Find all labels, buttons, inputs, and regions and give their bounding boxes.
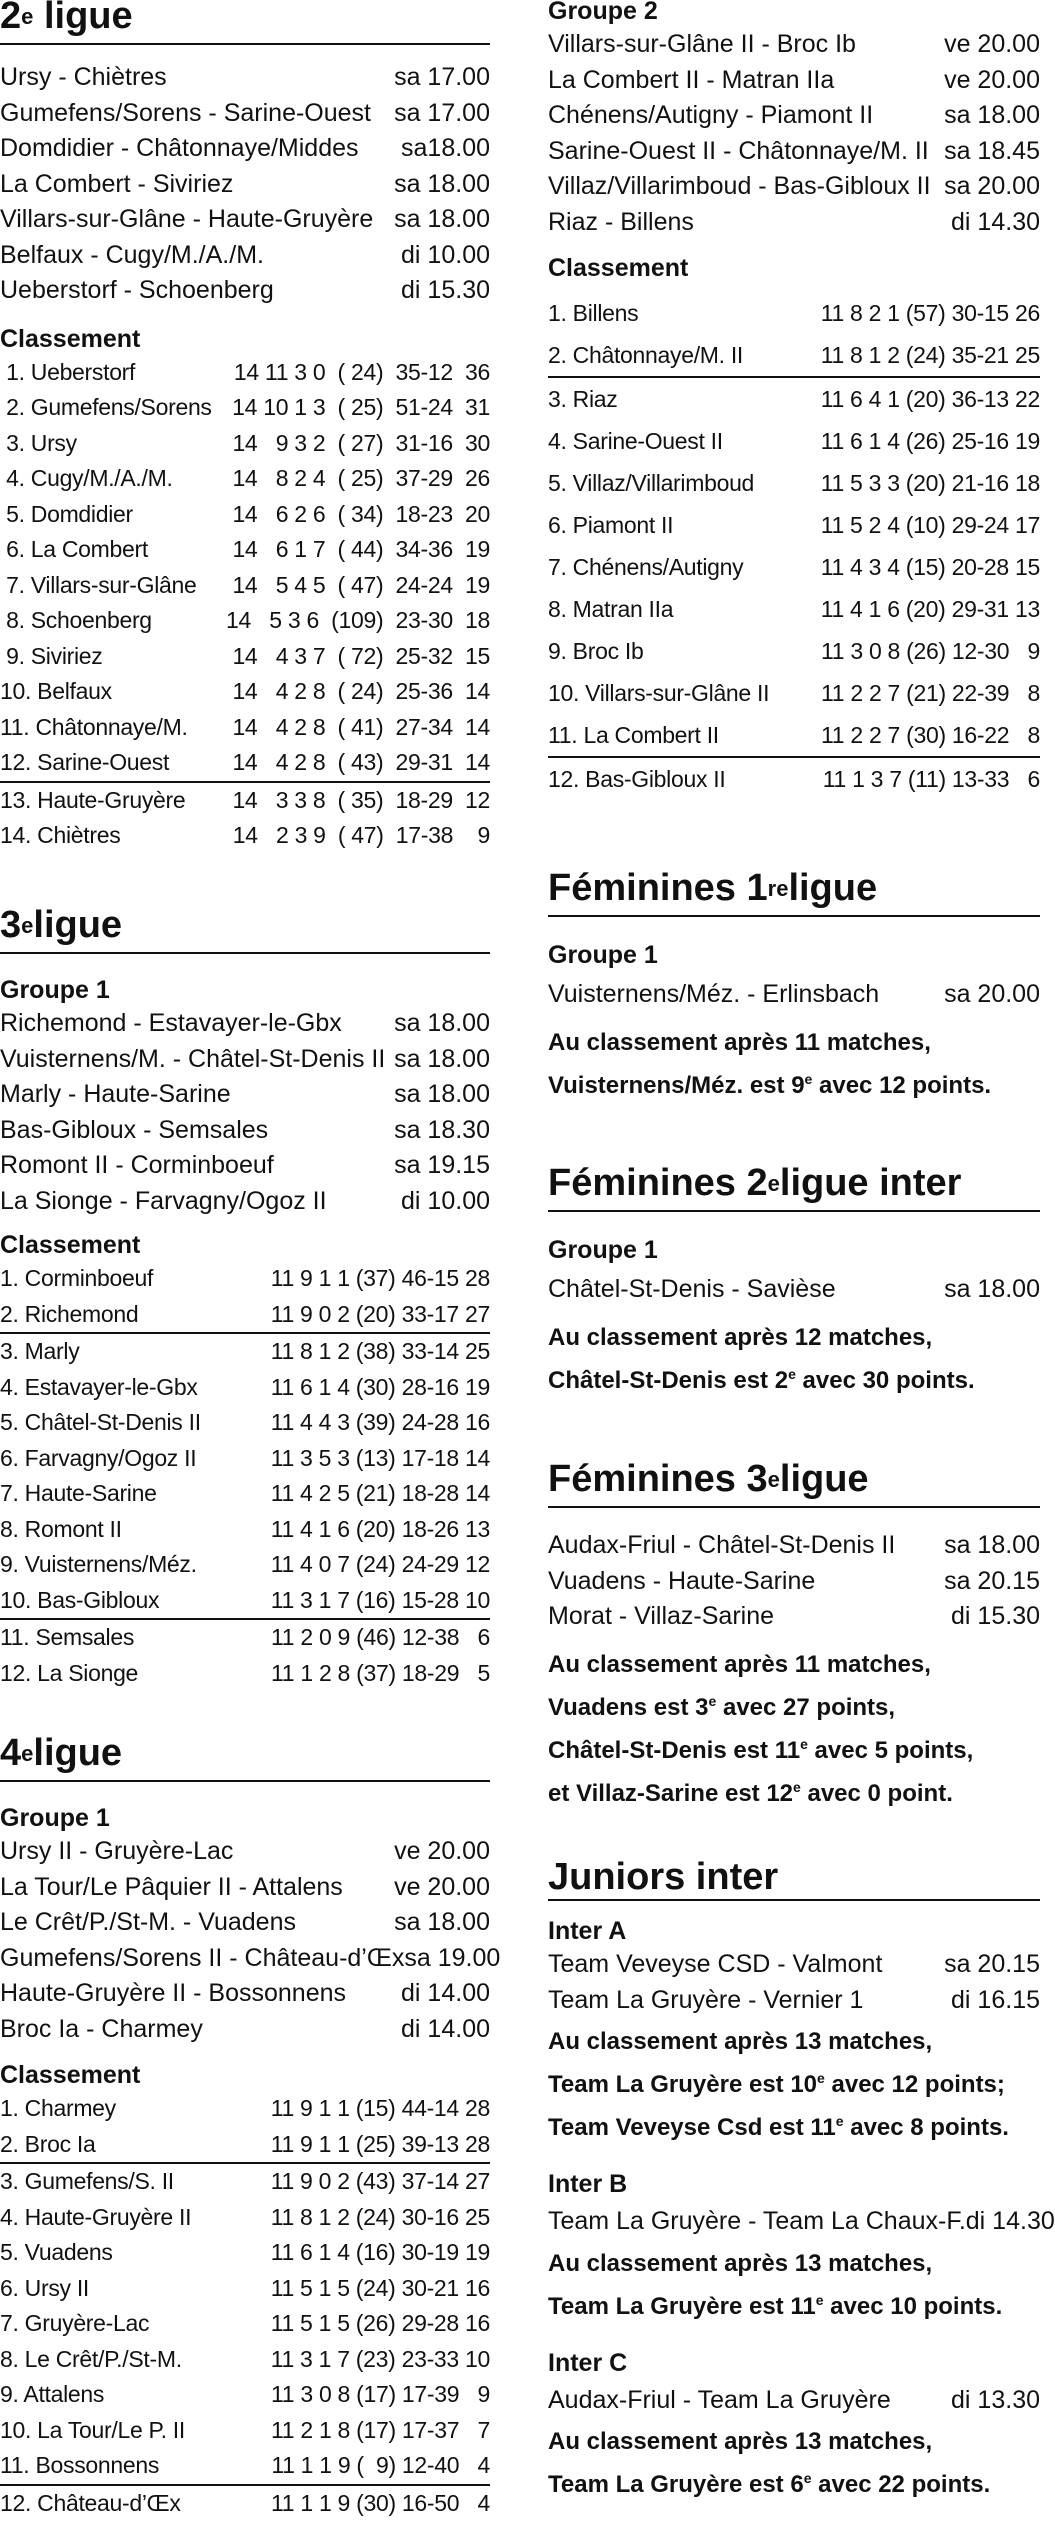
standings-row: 11. Bossonnens 11 1 1 9 ( 9) 12-40 4 [0, 2448, 490, 2486]
standings-row: 1. Charmey 11 9 1 1 (15) 44-14 28 [0, 2095, 490, 2121]
standings-row: 5. Domdidier 14 6 2 6 ( 34) 18-23 20 [0, 500, 490, 527]
standings-table [0, 2091, 490, 2521]
standings-row: 4. Sarine-Ouest II 11 6 1 4 (26) 25-16 19 [548, 428, 1040, 454]
standings-row: 12. Château-d’Œx 11 1 1 9 (30) 16-50 4 [0, 2489, 490, 2516]
standings-row: 2. Châtonnaye/M. II 11 8 1 2 (24) 35-21 25 [548, 334, 1040, 378]
standings-row: 7. Villars-sur-Glâne 14 5 4 5 ( 47) 24-24 19 [0, 571, 490, 598]
standings-row: 1. Ueberstorf 14 11 3 0 ( 24) 35-12 36 [0, 358, 490, 385]
section-feminines-3e-ligue [548, 1459, 1040, 1812]
standings-row: 3. Gumefens/S. II 11 9 0 2 (43) 37-14 27 [0, 2168, 490, 2194]
match-row: La Sionge - Farvagny/Ogoz II di 10.00 [0, 1186, 490, 1215]
section-title: Féminines 2eligue inter [548, 1163, 1040, 1212]
match-row: Belfaux - Cugy/M./A./M. di 10.00 [0, 240, 490, 269]
classement-label: Classement [0, 2061, 141, 2089]
standings-row: 9. Vuisternens/Méz. 11 4 0 7 (24) 24-29 12 [0, 1551, 490, 1577]
section-title: 2e ligue [0, 0, 490, 45]
standings-row: 8. Schoenberg 14 5 3 6 (109) 23-30 18 [0, 607, 490, 633]
classement-label: Classement [0, 1231, 141, 1259]
standings-row: 8. Matran IIa 11 4 1 6 (20) 29-31 13 [548, 596, 1040, 622]
ranking-note: Au classement après 13 matches, Team La Gruyère est 10e avec 12 points; Team Veveyse Csd est 11e avec 8 points. [548, 2028, 1009, 2141]
standings-row: 7. Chénens/Autigny 11 4 3 4 (15) 20-28 15 [548, 554, 1040, 580]
ranking-note: Au classement après 11 matches, Vuadens est 3e avec 27 points, Châtel-St-Denis est 11e avec 5 points, et Villaz-Sarine est 12e avec 0 point. [548, 1650, 974, 1807]
standings-row: 10. La Tour/Le P. II 11 2 1 8 (17) 17-37 7 [0, 2416, 490, 2443]
section-feminines-1re-ligue [548, 868, 1040, 1104]
standings-row: 9. Siviriez 14 4 3 7 ( 72) 25-32 15 [0, 642, 490, 669]
standings-row: 2. Broc Ia 11 9 1 1 (25) 39-13 28 [0, 2127, 490, 2165]
match-list [0, 60, 490, 309]
section-3e-ligue [0, 905, 490, 1691]
groupe-label: Groupe 1 [0, 1804, 110, 1832]
section-title: 3eligue [0, 905, 490, 954]
match-row: Audax-Friul - Team La Gruyère di 13.30 [548, 2385, 1040, 2414]
standings-row: 3. Ursy 14 9 3 2 ( 27) 31-16 30 [0, 429, 490, 456]
ranking-note: Au classement après 13 matches, Team La Gruyère est 6e avec 22 points. [548, 2428, 991, 2498]
match-row: Chénens/Autigny - Piamont II sa 18.00 [548, 101, 1040, 129]
match-row: Domdidier - Châtonnaye/Middes sa18.00 [0, 134, 490, 162]
match-row: Ursy - Chiètres sa 17.00 [0, 63, 490, 91]
match-row: Audax-Friul - Châtel-St-Denis II sa 18.00 [548, 1531, 1040, 1559]
match-row: Vuisternens/Méz. - Erlinsbach sa 20.00 [548, 980, 1040, 1008]
standings-row: 14. Chiètres 14 2 3 9 ( 47) 17-38 9 [0, 822, 490, 848]
standings-row: 1. Corminboeuf 11 9 1 1 (37) 46-15 28 [0, 1265, 490, 1291]
match-list [548, 27, 1040, 240]
match-row: Villars-sur-Glâne II - Broc Ib ve 20.00 [548, 30, 1040, 58]
match-row: Vuadens - Haute-Sarine sa 20.15 [548, 1566, 1040, 1595]
inter-b-label: Inter B [548, 2170, 628, 2198]
match-row: Vuisternens/M. - Châtel-St-Denis II sa 18.00 [0, 1044, 490, 1073]
standings-table [548, 292, 1040, 800]
standings-row: 10. Belfaux 14 4 2 8 ( 24) 25-36 14 [0, 678, 490, 704]
match-list [0, 1834, 501, 2047]
section-4e-ligue [0, 1732, 501, 2521]
match-row: Morat - Villaz-Sarine di 15.30 [548, 1602, 1040, 1630]
match-row: Villaz/Villarimboud - Bas-Gibloux II sa 20.00 [548, 172, 1040, 200]
section-groupe-2 [548, 0, 1040, 800]
standings-row: 10. Bas-Gibloux 11 3 1 7 (16) 15-28 10 [0, 1583, 490, 1621]
classement-label: Classement [548, 254, 689, 282]
classement-label: Classement [0, 324, 141, 353]
standings-row: 3. Riaz 11 6 4 1 (20) 36-13 22 [548, 386, 1040, 412]
match-row: Le Crêt/P./St-M. - Vuadens sa 18.00 [0, 1908, 490, 1936]
match-row: Gumefens/Sorens II - Château-d’Œx sa 19.00 [0, 1943, 501, 1972]
inter-c-label: Inter C [548, 2348, 628, 2377]
standings-row: 8. Le Crêt/P./St-M. 11 3 1 7 (23) 23-33 10 [0, 2345, 490, 2372]
standings-row: 8. Romont II 11 4 1 6 (20) 18-26 13 [0, 1515, 490, 1542]
standings-row: 9. Attalens 11 3 0 8 (17) 17-39 9 [0, 2381, 490, 2407]
match-row: Marly - Haute-Sarine sa 18.00 [0, 1080, 490, 1108]
match-row: Haute-Gruyère II - Bossonnens di 14.00 [0, 1979, 490, 2007]
match-row: La Combert - Siviriez sa 18.00 [0, 169, 490, 198]
match-row: Villars-sur-Glâne - Haute-Gruyère sa 18.00 [0, 205, 490, 233]
groupe-label: Groupe 1 [0, 976, 110, 1004]
match-row: Bas-Gibloux - Semsales sa 18.30 [0, 1115, 490, 1144]
match-row: La Combert II - Matran IIa ve 20.00 [548, 65, 1040, 94]
standings-row: 11. La Combert II 11 2 2 7 (30) 16-22 8 [548, 714, 1040, 758]
match-row: Broc Ia - Charmey di 14.00 [0, 2014, 490, 2043]
ranking-note: Au classement après 11 matches, Vuisternens/Méz. est 9e avec 12 points. [548, 1028, 992, 1099]
standings-row: 2. Gumefens/Sorens 14 10 1 3 ( 25) 51-24 31 [0, 394, 490, 420]
standings-row: 6. La Combert 14 6 1 7 ( 44) 34-36 19 [0, 536, 490, 562]
match-row: Richemond - Estavayer-le-Gbx sa 18.00 [0, 1009, 490, 1037]
standings-row: 5. Villaz/Villarimboud 11 5 3 3 (20) 21-16 18 [548, 470, 1040, 496]
groupe-label: Groupe 1 [548, 1236, 658, 1264]
standings-row: 5. Vuadens 11 6 1 4 (16) 30-19 19 [0, 2239, 490, 2265]
match-list [0, 1006, 490, 1219]
match-row: Team Veveyse CSD - Valmont sa 20.15 [548, 1950, 1040, 1978]
section-title: Juniors inter [548, 1857, 1040, 1901]
standings-row: 5. Châtel-St-Denis II 11 4 4 3 (39) 24-28 16 [0, 1409, 490, 1435]
match-row: Team La Gruyère - Team La Chaux-F. di 14.30 [548, 2207, 1055, 2235]
match-row: Team La Gruyère - Vernier 1 di 16.15 [548, 1985, 1040, 2014]
standings-table [0, 355, 490, 854]
standings-table [0, 1261, 490, 1691]
match-list [548, 1528, 1040, 1635]
match-row: Gumefens/Sorens - Sarine-Ouest sa 17.00 [0, 98, 490, 127]
section-title: Féminines 3eligue [548, 1459, 1040, 1508]
standings-row: 9. Broc Ib 11 3 0 8 (26) 12-30 9 [548, 638, 1040, 664]
match-row: Romont II - Corminboeuf sa 19.15 [0, 1151, 490, 1179]
inter-a-label: Inter A [548, 1917, 627, 1945]
standings-row: 10. Villars-sur-Glâne II 11 2 2 7 (21) 22-39 8 [548, 680, 1040, 706]
groupe-label: Groupe 2 [548, 0, 658, 25]
standings-row: 2. Richemond 11 9 0 2 (20) 33-17 27 [0, 1297, 490, 1335]
standings-row: 4. Estavayer-le-Gbx 11 6 1 4 (30) 28-16 19 [0, 1373, 490, 1400]
standings-row: 12. Sarine-Ouest 14 4 2 8 ( 43) 29-31 14 [0, 745, 490, 783]
match-row: Riaz - Billens di 14.30 [548, 207, 1040, 236]
standings-row: 3. Marly 11 8 1 2 (38) 33-14 25 [0, 1338, 490, 1364]
ranking-note: Au classement après 13 matches, Team La Gruyère est 11e avec 10 points. [548, 2249, 1003, 2320]
match-row: Ursy II - Gruyère-Lac ve 20.00 [0, 1837, 490, 1865]
match-row: Sarine-Ouest II - Châtonnaye/M. II sa 18.45 [548, 136, 1040, 165]
standings-row: 6. Piamont II 11 5 2 4 (10) 29-24 17 [548, 512, 1040, 538]
standings-row: 11. Châtonnaye/M. 14 4 2 8 ( 41) 27-34 14 [0, 713, 490, 740]
standings-row: 6. Farvagny/Ogoz II 11 3 5 3 (13) 17-18 14 [0, 1444, 490, 1471]
match-row: Châtel-St-Denis - Savièse sa 18.00 [548, 1275, 1040, 1303]
groupe-label: Groupe 1 [548, 941, 658, 969]
standings-row: 13. Haute-Gruyère 14 3 3 8 ( 35) 18-29 12 [0, 786, 490, 813]
ranking-note: Au classement après 12 matches, Châtel-St-Denis est 2e avec 30 points. [548, 1323, 975, 1394]
standings-row: 1. Billens 11 8 2 1 (57) 30-15 26 [548, 300, 1040, 326]
section-feminines-2e-ligue-inter [548, 1163, 1040, 1399]
standings-row: 7. Haute-Sarine 11 4 2 5 (21) 18-28 14 [0, 1480, 490, 1506]
match-row: Ueberstorf - Schoenberg di 15.30 [0, 276, 490, 304]
standings-row: 11. Semsales 11 2 0 9 (46) 12-38 6 [0, 1624, 490, 1650]
standings-row: 6. Ursy II 11 5 1 5 (24) 30-21 16 [0, 2274, 490, 2301]
section-title: 4eligue [0, 1733, 490, 1782]
section-2e-ligue [0, 0, 490, 854]
match-row: La Tour/Le Pâquier II - Attalens ve 20.00 [0, 1872, 490, 1901]
standings-row: 4. Haute-Gruyère II 11 8 1 2 (24) 30-16 25 [0, 2203, 490, 2230]
standings-row: 4. Cugy/M./A./M. 14 8 2 4 ( 25) 37-29 26 [0, 465, 490, 491]
section-title: Féminines 1religue [548, 868, 1040, 917]
standings-row: 7. Gruyère-Lac 11 5 1 5 (26) 29-28 16 [0, 2310, 490, 2336]
standings-row: 12. La Sionge 11 1 2 8 (37) 18-29 5 [0, 1659, 490, 1686]
standings-row: 12. Bas-Gibloux II 11 1 3 7 (11) 13-33 6 [548, 766, 1040, 792]
section-juniors-inter [548, 1856, 1055, 2503]
